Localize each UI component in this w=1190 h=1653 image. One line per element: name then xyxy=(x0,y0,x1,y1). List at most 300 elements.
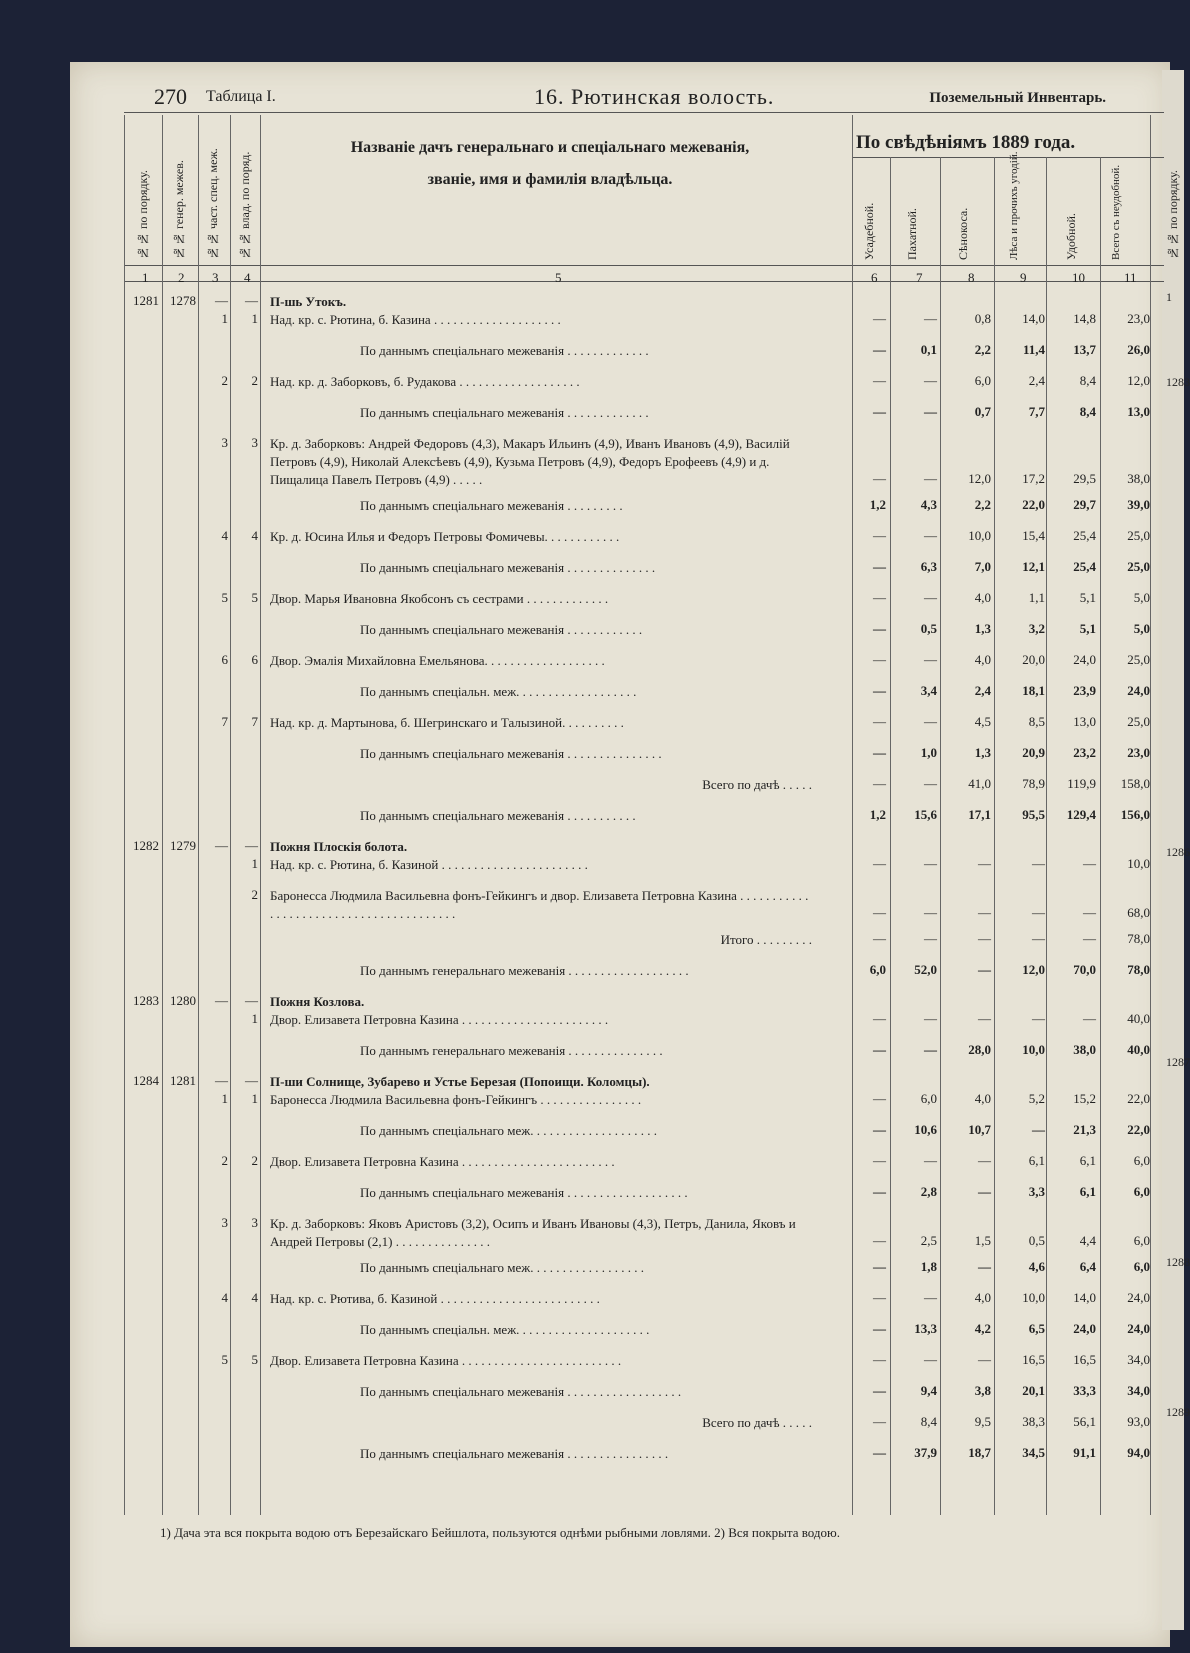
cell-c4: — xyxy=(245,993,258,1008)
cell-v10: 5,1 xyxy=(1079,590,1096,605)
cell-v11: 94,0 xyxy=(1127,1445,1150,1460)
cell-c3: 5 xyxy=(221,1352,228,1367)
cell-c4: 3 xyxy=(251,1215,258,1230)
cell-c4: 1 xyxy=(251,311,258,326)
cell-v6: — xyxy=(873,1414,886,1429)
cell-v11: 6,0 xyxy=(1133,1184,1150,1199)
row-description: По даннымъ спеціальнаго межеванія . . . . . . . . . xyxy=(360,498,623,513)
cell-v9: 1,1 xyxy=(1028,590,1045,605)
row-description: Над. кр. с. Рютина, б. Казина . . . . . . . . . . . . . . . . . . . . xyxy=(270,312,561,327)
cell-v10: 119,9 xyxy=(1067,776,1096,791)
row-description: Двор. Елизавета Петровна Казина . . . . . . . . . . . . . . . . . . . . . . . . . xyxy=(270,1353,622,1368)
row-description: По даннымъ спеціальнаго меж. . . . . . . . . . . . . . . . . . . . xyxy=(360,1123,657,1138)
cell-v11: 13,0 xyxy=(1127,404,1150,419)
cell-v8: 1,3 xyxy=(974,745,991,760)
cell-v9: 15,4 xyxy=(1022,528,1045,543)
row-description: Баронесса Людмила Васильевна фонъ-Гейкингъ и двор. Елизавета Петровна Казина . . . . . . . . . . . . . . . . . . . . . . . . . . . . . . . . . . . . . . . . xyxy=(270,888,809,921)
cell-v9: 7,7 xyxy=(1028,404,1045,419)
cell-v10: 6,1 xyxy=(1079,1184,1096,1199)
cell-v6: — xyxy=(873,1383,886,1398)
cell-v7: — xyxy=(924,714,937,729)
cell-c4: — xyxy=(245,293,258,308)
cell-v11: 25,0 xyxy=(1127,528,1150,543)
cell-c3: — xyxy=(215,293,228,308)
row-description: Над. кр. д. Заборковъ, б. Рудакова . . . . . . . . . . . . . . . . . . . xyxy=(270,374,580,389)
cell-v9: 78,9 xyxy=(1022,776,1045,791)
cell-v6: — xyxy=(873,1352,886,1367)
row-description: По даннымъ спеціальн. меж. . . . . . . . . . . . . . . . . . . xyxy=(360,684,637,699)
cell-v7: — xyxy=(924,1290,937,1305)
cell-v11: 93,0 xyxy=(1127,1414,1150,1429)
cell-c3: 4 xyxy=(221,1290,228,1305)
cell-v9: 17,2 xyxy=(1022,471,1045,486)
column-number: 10 xyxy=(1072,270,1085,285)
cell-v9: 11,4 xyxy=(1022,342,1045,357)
row-description: Двор. Марья Ивановна Якобсонъ съ сестрами . . . . . . . . . . . . . xyxy=(270,591,609,606)
cell-c2: 1281 xyxy=(170,1073,196,1088)
cell-v6: — xyxy=(873,714,886,729)
cell-v6: 6,0 xyxy=(869,962,886,977)
cell-v6: — xyxy=(873,1122,886,1137)
cell-v11: 24,0 xyxy=(1127,1290,1150,1305)
cell-c3: 4 xyxy=(221,528,228,543)
row-description: Над. кр. с. Рютива, б. Казиной . . . . . . . . . . . . . . . . . . . . . . . . . xyxy=(270,1291,600,1306)
cell-v9: 2,4 xyxy=(1028,373,1045,388)
cell-v6: — xyxy=(873,311,886,326)
col-head-udob: Удобной. xyxy=(1064,213,1078,260)
cell-c3: 1 xyxy=(221,1091,228,1106)
cell-c4: 7 xyxy=(251,714,258,729)
header-rule xyxy=(124,112,1164,113)
cell-v10: 25,4 xyxy=(1073,528,1096,543)
cell-v11: 156,0 xyxy=(1120,807,1150,822)
cell-c4: 6 xyxy=(251,652,258,667)
cell-v8: 3,8 xyxy=(974,1383,991,1398)
row-description: По даннымъ спеціальнаго межеванія . . . . . . . . . . . . . . xyxy=(360,560,656,575)
row-description: По даннымъ спеціальнаго межеванія . . . . . . . . . . . . . . . . . . . xyxy=(360,1185,688,1200)
cell-v9: 34,5 xyxy=(1022,1445,1045,1460)
cell-v10: 56,1 xyxy=(1073,1414,1096,1429)
cell-v7: — xyxy=(924,590,937,605)
cell-v11: 6,0 xyxy=(1133,1153,1150,1168)
volost-title: 16. Рютинская волость. xyxy=(534,84,775,109)
cell-v10: 8,4 xyxy=(1079,373,1096,388)
cell-v10: 6,1 xyxy=(1079,1153,1096,1168)
cell-v8: 0,7 xyxy=(974,404,991,419)
cell-v7: 2,5 xyxy=(920,1233,937,1248)
cell-v6: — xyxy=(873,931,886,946)
cell-c4: 1 xyxy=(251,1091,258,1106)
cell-c3: — xyxy=(215,838,228,853)
cell-c4: — xyxy=(245,838,258,853)
cell-c3: 2 xyxy=(221,1153,228,1168)
cell-c3: 3 xyxy=(221,1215,228,1230)
right-margin-number: 1283 xyxy=(1166,375,1190,389)
col-head-order: №№ по порядку. xyxy=(136,170,150,260)
cell-v8: 2,4 xyxy=(974,683,991,698)
page-number: 270 xyxy=(154,84,187,109)
col-divider xyxy=(124,115,125,1515)
cell-v6: — xyxy=(873,1233,886,1248)
cell-v8: 41,0 xyxy=(968,776,991,791)
cell-v9: 3,2 xyxy=(1028,621,1045,636)
col-divider xyxy=(1100,157,1101,1515)
cell-v9: 38,3 xyxy=(1022,1414,1045,1429)
cell-v10: 33,3 xyxy=(1073,1383,1096,1398)
cell-v9: 5,2 xyxy=(1028,1091,1045,1106)
cell-v9: 12,1 xyxy=(1022,559,1045,574)
cell-v6: — xyxy=(873,528,886,543)
cell-c2: 1278 xyxy=(170,293,196,308)
cell-v10: 15,2 xyxy=(1073,1091,1096,1106)
col-head-pakhat: Пахатной. xyxy=(905,208,919,260)
right-margin-number: 1287 xyxy=(1166,1055,1190,1069)
cell-c1: 1284 xyxy=(133,1073,159,1088)
cell-c4: — xyxy=(245,1073,258,1088)
column-number: 9 xyxy=(1020,270,1027,285)
cell-c4: 4 xyxy=(251,528,258,543)
cell-v7: 10,6 xyxy=(914,1122,937,1137)
cell-v9: 20,9 xyxy=(1022,745,1045,760)
cell-v11: 5,0 xyxy=(1133,621,1150,636)
cell-v7: — xyxy=(924,404,937,419)
cell-v9: 22,0 xyxy=(1022,497,1045,512)
cell-v6: — xyxy=(873,1184,886,1199)
cell-v7: 9,4 xyxy=(920,1383,937,1398)
cell-v7: — xyxy=(924,1011,937,1026)
cell-c3: 7 xyxy=(221,714,228,729)
cell-c1: 1283 xyxy=(133,993,159,1008)
cell-v9: 20,1 xyxy=(1022,1383,1045,1398)
cell-v9: 16,5 xyxy=(1022,1352,1045,1367)
cell-v9: 8,5 xyxy=(1028,714,1045,729)
row-description: Кр. д. Юсина Илья и Федоръ Петровы Фомичевы. . . . . . . . . . . . xyxy=(270,529,620,544)
col-divider xyxy=(260,115,261,1515)
cell-v9: 4,6 xyxy=(1028,1259,1045,1274)
cell-v10: 16,5 xyxy=(1073,1352,1096,1367)
cell-v11: 22,0 xyxy=(1127,1122,1150,1137)
cell-v10: — xyxy=(1083,905,1096,920)
right-margin-number: 1 xyxy=(1166,290,1172,304)
cell-v7: — xyxy=(924,528,937,543)
cell-v11: 24,0 xyxy=(1127,1321,1150,1336)
cell-v11: 34,0 xyxy=(1127,1352,1150,1367)
cell-v7: — xyxy=(924,776,937,791)
cell-c2: 1279 xyxy=(170,838,196,853)
page-header xyxy=(70,62,1170,122)
cell-v7: — xyxy=(924,311,937,326)
cell-v8: — xyxy=(978,1011,991,1026)
cell-c3: — xyxy=(215,993,228,1008)
cell-c1: 1282 xyxy=(133,838,159,853)
cell-v9: 95,5 xyxy=(1022,807,1045,822)
cell-v11: 12,0 xyxy=(1127,373,1150,388)
col-head-spec-mezh: №№ част. спец. меж. xyxy=(206,148,220,260)
column-number: 11 xyxy=(1124,270,1137,285)
row-description: По даннымъ спеціальнаго межеванія . . . . . . . . . . . . . . . . . . xyxy=(360,1384,682,1399)
cell-v8: 1,5 xyxy=(974,1233,991,1248)
cell-v8: — xyxy=(978,962,991,977)
cell-v11: 78,0 xyxy=(1127,962,1150,977)
col-head-vsego: Всего съ неудобной. xyxy=(1110,164,1122,260)
cell-v7: 52,0 xyxy=(914,962,937,977)
cell-v11: 38,0 xyxy=(1127,471,1150,486)
row-description: По даннымъ спеціальнаго межеванія . . . . . . . . . . . . . xyxy=(360,405,649,420)
cell-v9: — xyxy=(1032,1011,1045,1026)
cell-c4: 5 xyxy=(251,590,258,605)
row-description: Кр. д. Заборковъ: Андрей Федоровъ (4,3), Макаръ Ильинъ (4,9), Иванъ Ивановъ (4,9), Василій Петровъ (4,9), Николай Алексѣевъ (4,9), Кузьма Петровъ (4,9), Федоръ Ерофеевъ (4,9) и д. Пищалица Павелъ Петровъ (4,9) . . . . . xyxy=(270,436,790,487)
cell-v7: — xyxy=(924,373,937,388)
col-divider xyxy=(1046,157,1047,1515)
cell-v9: 6,5 xyxy=(1028,1321,1045,1336)
cell-c3: 6 xyxy=(221,652,228,667)
cell-v9: 10,0 xyxy=(1022,1290,1045,1305)
right-margin-number: 1286 xyxy=(1166,845,1190,859)
cell-v8: — xyxy=(978,1153,991,1168)
column-number: 6 xyxy=(871,270,878,285)
cell-v7: 0,1 xyxy=(920,342,937,357)
cell-c3: 1 xyxy=(221,311,228,326)
row-description: Над. кр. с. Рютина, б. Казиной . . . . . . . . . . . . . . . . . . . . . . . xyxy=(270,857,588,872)
cell-c3: 5 xyxy=(221,590,228,605)
col-head-gen-mezh: №№ генер. межев. xyxy=(172,160,186,260)
cell-v8: 4,0 xyxy=(974,652,991,667)
cell-v8: 4,0 xyxy=(974,1091,991,1106)
cell-v10: 91,1 xyxy=(1073,1445,1096,1460)
cell-v8: 7,0 xyxy=(974,559,991,574)
cell-v8: — xyxy=(978,1184,991,1199)
cell-v7: — xyxy=(924,1153,937,1168)
row-description: По даннымъ спеціальнаго межеванія . . . . . . . . . . . . xyxy=(360,622,643,637)
cell-v10: — xyxy=(1083,856,1096,871)
cell-v8: — xyxy=(978,931,991,946)
cell-v6: — xyxy=(873,559,886,574)
cell-v7: — xyxy=(924,471,937,486)
dacha-title: Пожня Козлова. xyxy=(270,994,365,1009)
cell-v8: 10,0 xyxy=(968,528,991,543)
cell-v11: 23,0 xyxy=(1127,745,1150,760)
cell-v6: — xyxy=(873,683,886,698)
row-description: По даннымъ спеціальнаго межеванія . . . . . . . . . . . . . . . xyxy=(360,746,662,761)
cell-v8: 0,8 xyxy=(974,311,991,326)
footnote: 1) Дача эта вся покрыта водою отъ Березайскаго Бейшлота, пользуются однѣми рыбными ловлями. 2) Вся покрыта водою. xyxy=(160,1525,841,1540)
cell-v10: 6,4 xyxy=(1079,1259,1096,1274)
cell-v6: 1,2 xyxy=(869,497,886,512)
table-label: Таблица I. xyxy=(206,88,276,105)
col-divider xyxy=(1150,115,1151,1515)
row-description: Баронесса Людмила Васильевна фонъ-Гейкингъ . . . . . . . . . . . . . . . . xyxy=(270,1092,642,1107)
cell-v6: — xyxy=(873,745,886,760)
cell-v10: 14,0 xyxy=(1073,1290,1096,1305)
row-description: По даннымъ спеціальнаго межеванія . . . . . . . . . . . . . . . . xyxy=(360,1446,669,1461)
cell-c4: 5 xyxy=(251,1352,258,1367)
cell-v9: 0,5 xyxy=(1028,1233,1045,1248)
cell-v7: — xyxy=(924,905,937,920)
cell-v9: — xyxy=(1032,931,1045,946)
cell-c3: 2 xyxy=(221,373,228,388)
cell-v8: 4,0 xyxy=(974,1290,991,1305)
cell-v10: 29,5 xyxy=(1073,471,1096,486)
dacha-title: Пожня Плоскія болота. xyxy=(270,839,408,854)
cell-v6: — xyxy=(873,1445,886,1460)
cell-v9: — xyxy=(1032,856,1045,871)
cell-v7: — xyxy=(924,931,937,946)
row-description: По даннымъ генеральнаго межеванія . . . . . . . . . . . . . . . . . . . xyxy=(360,963,689,978)
cell-v10: 25,4 xyxy=(1073,559,1096,574)
cell-c4: 3 xyxy=(251,435,258,450)
cell-v10: 21,3 xyxy=(1073,1122,1096,1137)
cell-v10: 8,4 xyxy=(1079,404,1096,419)
column-number: 1 xyxy=(142,270,149,285)
right-margin-number: 1288 xyxy=(1166,1255,1190,1269)
row-description: Над. кр. д. Мартынова, б. Шегринскаго и Талызиной. . . . . . . . . . xyxy=(270,715,624,730)
cell-c3: 3 xyxy=(221,435,228,450)
cell-v8: — xyxy=(978,1259,991,1274)
cell-v6: — xyxy=(873,1042,886,1057)
cell-v6: — xyxy=(873,1091,886,1106)
col-head-les: Лѣса и прочихъ угодій. xyxy=(1008,151,1020,260)
cell-v6: — xyxy=(873,1011,886,1026)
column-number: 2 xyxy=(178,270,185,285)
col-divider xyxy=(890,157,891,1515)
cell-v8: 10,7 xyxy=(968,1122,991,1137)
cell-c1: 1281 xyxy=(133,293,159,308)
cell-v6: — xyxy=(873,590,886,605)
column-number: 3 xyxy=(212,270,219,285)
cell-v7: 0,5 xyxy=(920,621,937,636)
cell-v7: 6,0 xyxy=(920,1091,937,1106)
cell-v10: 24,0 xyxy=(1073,652,1096,667)
cell-c4: 2 xyxy=(251,1153,258,1168)
cell-v8: 17,1 xyxy=(968,807,991,822)
cell-v10: 13,7 xyxy=(1073,342,1096,357)
column-number: 7 xyxy=(916,270,923,285)
cell-v9: 18,1 xyxy=(1022,683,1045,698)
cell-v6: — xyxy=(873,471,886,486)
cell-v11: 39,0 xyxy=(1127,497,1150,512)
row-description: Всего по дачѣ . . . . . xyxy=(702,777,812,792)
column-number: 4 xyxy=(244,270,251,285)
cell-v6: — xyxy=(873,1153,886,1168)
cell-v6: — xyxy=(873,1321,886,1336)
col-divider xyxy=(162,115,163,1515)
row-description: По даннымъ спеціальнаго межеванія . . . . . . . . . . . . . xyxy=(360,343,649,358)
cell-v8: 28,0 xyxy=(968,1042,991,1057)
cell-v9: 10,0 xyxy=(1022,1042,1045,1057)
cell-c4: 2 xyxy=(251,373,258,388)
row-description: Всего по дачѣ . . . . . xyxy=(702,1415,812,1430)
cell-v8: 4,5 xyxy=(974,714,991,729)
cell-v11: 34,0 xyxy=(1127,1383,1150,1398)
cell-v8: 1,3 xyxy=(974,621,991,636)
cell-v10: 13,0 xyxy=(1073,714,1096,729)
cell-v10: 38,0 xyxy=(1073,1042,1096,1057)
cell-v11: 22,0 xyxy=(1127,1091,1150,1106)
cell-v11: 40,0 xyxy=(1127,1011,1150,1026)
dacha-title: П-ши Солнище, Зубарево и Устье Березая (Попоищи. Коломцы). xyxy=(270,1074,650,1089)
cell-c3: — xyxy=(215,1073,228,1088)
column-number-rule xyxy=(124,281,1164,282)
column-number: 5 xyxy=(555,270,562,285)
column-head-rule xyxy=(124,265,1164,266)
cell-v11: 25,0 xyxy=(1127,652,1150,667)
cell-v8: 6,0 xyxy=(974,373,991,388)
cell-v10: 23,9 xyxy=(1073,683,1096,698)
cell-v11: 40,0 xyxy=(1127,1042,1150,1057)
right-margin-number: 1289 xyxy=(1166,1405,1190,1419)
cell-v7: 1,8 xyxy=(920,1259,937,1274)
cell-v10: 24,0 xyxy=(1073,1321,1096,1336)
cell-v11: 26,0 xyxy=(1127,342,1150,357)
cell-v7: — xyxy=(924,1042,937,1057)
cell-v6: — xyxy=(873,856,886,871)
cell-v7: 13,3 xyxy=(914,1321,937,1336)
cell-v11: 23,0 xyxy=(1127,311,1150,326)
right-margin-label: №№ по порядку. xyxy=(1166,170,1180,260)
cell-v8: 4,2 xyxy=(974,1321,991,1336)
cell-v9: — xyxy=(1032,1122,1045,1137)
cell-v7: — xyxy=(924,1352,937,1367)
cell-c4: 1 xyxy=(251,1011,258,1026)
cell-v10: 23,2 xyxy=(1073,745,1096,760)
cell-v11: 10,0 xyxy=(1127,856,1150,871)
dacha-title: П-шь Утокъ. xyxy=(270,294,347,309)
col-head-usadeb: Усадебной. xyxy=(862,202,876,260)
cell-v11: 25,0 xyxy=(1127,559,1150,574)
cell-v8: 9,5 xyxy=(974,1414,991,1429)
row-description: По даннымъ спеціальнаго меж. . . . . . . . . . . . . . . . . . xyxy=(360,1260,644,1275)
col-head-name: Названіе дачъ генеральнаго и спеціальнаго межеванія, званіе, имя и фамилія владѣльца. xyxy=(350,139,750,188)
cell-v6: — xyxy=(873,652,886,667)
cell-v10: — xyxy=(1083,931,1096,946)
col-divider xyxy=(198,115,199,1515)
cell-v7: 4,3 xyxy=(920,497,937,512)
row-description: По даннымъ спеціальн. меж. . . . . . . . . . . . . . . . . . . . . xyxy=(360,1322,650,1337)
col-head-senokos: Сѣнокоса. xyxy=(956,207,970,260)
cell-v8: 2,2 xyxy=(974,497,991,512)
cell-v6: — xyxy=(873,373,886,388)
cell-v6: — xyxy=(873,1290,886,1305)
cell-v9: 6,1 xyxy=(1028,1153,1045,1168)
row-description: Двор. Эмалія Михайловна Емельянова. . . . . . . . . . . . . . . . . . . xyxy=(270,653,605,668)
cell-v8: 2,2 xyxy=(974,342,991,357)
cell-v8: — xyxy=(978,905,991,920)
column-number: 8 xyxy=(968,270,975,285)
cell-v6: 1,2 xyxy=(869,807,886,822)
row-description: По даннымъ генеральнаго межеванія . . . . . . . . . . . . . . . xyxy=(360,1043,663,1058)
col-divider xyxy=(994,157,995,1515)
cell-c2: 1280 xyxy=(170,993,196,1008)
cell-v9: 12,0 xyxy=(1022,962,1045,977)
cell-v11: 24,0 xyxy=(1127,683,1150,698)
cell-v10: 29,7 xyxy=(1073,497,1096,512)
cell-v7: 6,3 xyxy=(920,559,937,574)
cell-v8: 12,0 xyxy=(968,471,991,486)
cell-v10: 5,1 xyxy=(1079,621,1096,636)
cell-v9: 14,0 xyxy=(1022,311,1045,326)
cell-v9: 3,3 xyxy=(1028,1184,1045,1199)
row-description: По даннымъ спеціальнаго межеванія . . . . . . . . . . . xyxy=(360,808,636,823)
col-divider xyxy=(940,157,941,1515)
cell-c4: 1 xyxy=(251,856,258,871)
cell-v6: — xyxy=(873,621,886,636)
cell-v10: 129,4 xyxy=(1066,807,1096,822)
cell-v9: — xyxy=(1032,905,1045,920)
svod-title: По свѣдѣніямъ 1889 года. xyxy=(856,132,1076,153)
cell-v7: 3,4 xyxy=(920,683,937,698)
cell-v6: — xyxy=(873,342,886,357)
cell-c4: 2 xyxy=(251,887,258,902)
